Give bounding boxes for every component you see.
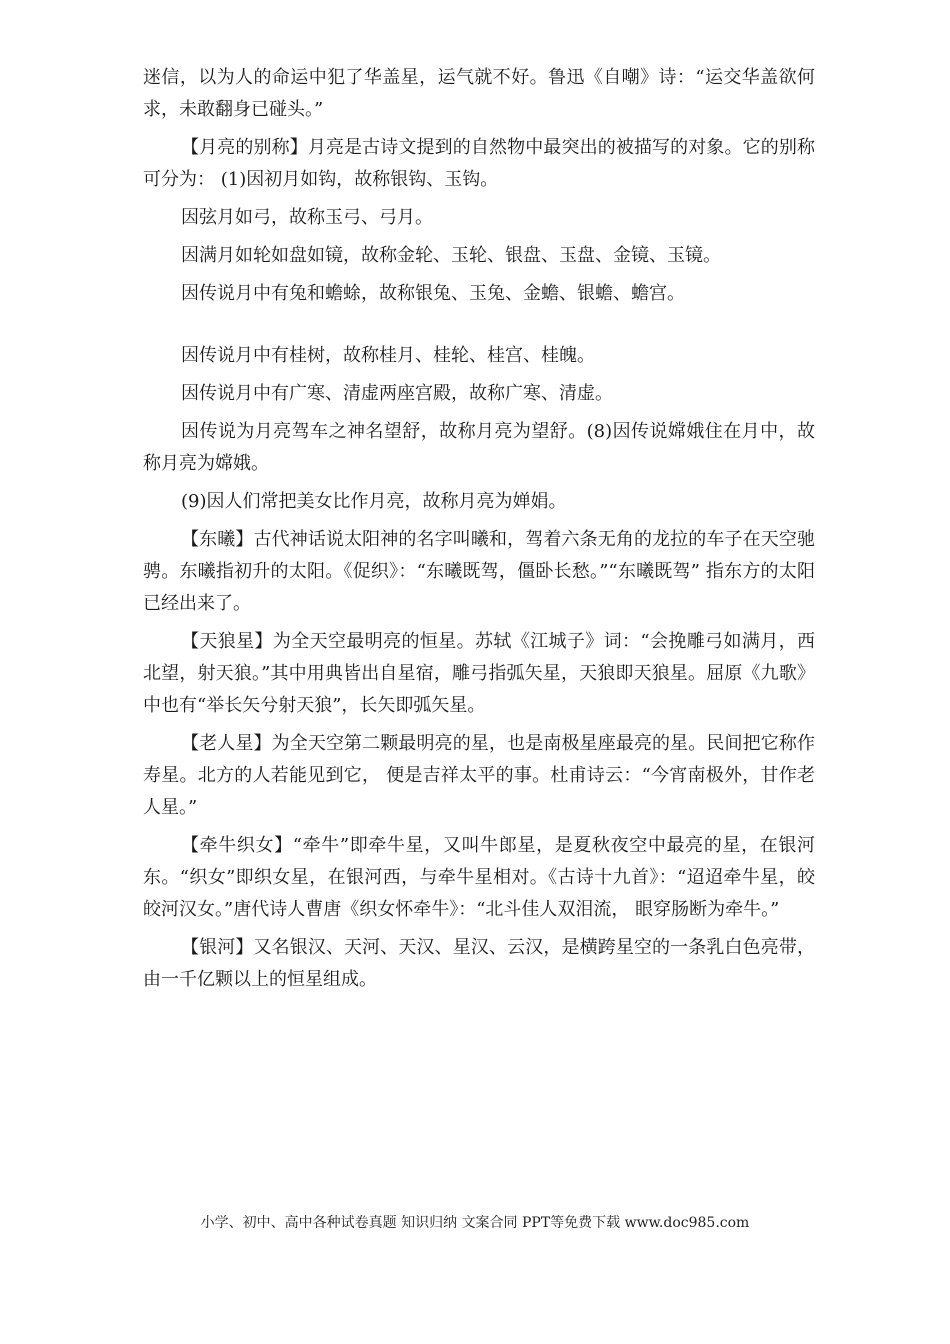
paragraph-moon-wangshu: 因传说为月亮驾车之神名望舒，故称月亮为望舒。(8)因传说嫦娥住在月中，故称月亮为嫦娥。 — [143, 421, 815, 474]
paragraph-moon-palace: 因传说月中有广寒、清虚两座宫殿，故称广寒、清虚。 — [181, 383, 613, 404]
paragraph-moon-rabbit: 因传说月中有兔和蟾蜍，故称银兔、玉兔、金蟾、银蟾、蟾宫。 — [181, 283, 685, 304]
paragraph-gap — [143, 316, 815, 340]
page-footer: 小学、初中、高中各种试卷真题 知识归纳 文案合同 PPT等免费下载 www.doc985.com — [200, 1215, 750, 1231]
paragraph-milky-way: 【银河】又名银汉、天河、天汉、星汉、云汉，是横跨星空的一条乳白色亮带，由一千亿颗以上的恒星组成。 — [143, 937, 815, 990]
paragraph-moon-aliases: 【月亮的别称】月亮是古诗文提到的自然物中最突出的被描写的对象。它的别称可分为： (1)因初月如钩，故称银钩、玉钩。 — [143, 137, 815, 190]
paragraph-moon-bow: 因弦月如弓，故称玉弓、弓月。 — [181, 207, 433, 228]
paragraph-moon-full: 因满月如轮如盘如镜，故称金轮、玉轮、银盘、玉盘、金镜、玉镜。 — [181, 245, 721, 266]
paragraph-moon-chanjuan: (9)因人们常把美女比作月亮，故称月亮为婵娟。 — [181, 491, 567, 512]
paragraph-dongxi: 【东曦】古代神话说太阳神的名字叫曦和，驾着六条无角的龙拉的车子在天空驰骋。东曦指初升的太阳。《促织》：“东曦既驾，僵卧长愁。”“东曦既驾” 指东方的太阳已经出来了。 — [143, 529, 815, 614]
paragraph-altair-vega: 【牵牛织女】“牵牛”即牵牛星，又叫牛郎星，是夏秋夜空中最亮的星，在银河东。“织女”即织女星，在银河西，与牵牛星相对。《古诗十九首》：“迢迢牵牛星，皎皎河汉女。”唐代诗人曹唐《织女怀牵牛》：“北斗佳人双泪流， 眼穿肠断为牵牛。” — [143, 835, 815, 920]
paragraph-canopus: 【老人星】为全天空第二颗最明亮的星，也是南极星座最亮的星。民间把它称作寿星。北方的人若能见到它， 便是吉祥太平的事。杜甫诗云：“今宵南极外，甘作老人星。” — [143, 733, 815, 818]
paragraph-moon-osmanthus: 因传说月中有桂树，故称桂月、桂轮、桂宫、桂魄。 — [181, 345, 595, 366]
paragraph-sirius: 【天狼星】为全天空最明亮的恒星。苏轼《江城子》词：“会挽雕弓如满月，西北望，射天狼。”其中用典皆出自星宿，雕弓指弧矢星，天狼即天狼星。屈原《九歌》中也有“举长矢兮射天狼”，长矢即弧矢星。 — [143, 631, 815, 716]
paragraph-huagai-continued: 迷信，以为人的命运中犯了华盖星，运气就不好。鲁迅《自嘲》诗：“运交华盖欲何求，未敢翻身已碰头。” — [143, 67, 815, 120]
document-body — [143, 62, 815, 1002]
